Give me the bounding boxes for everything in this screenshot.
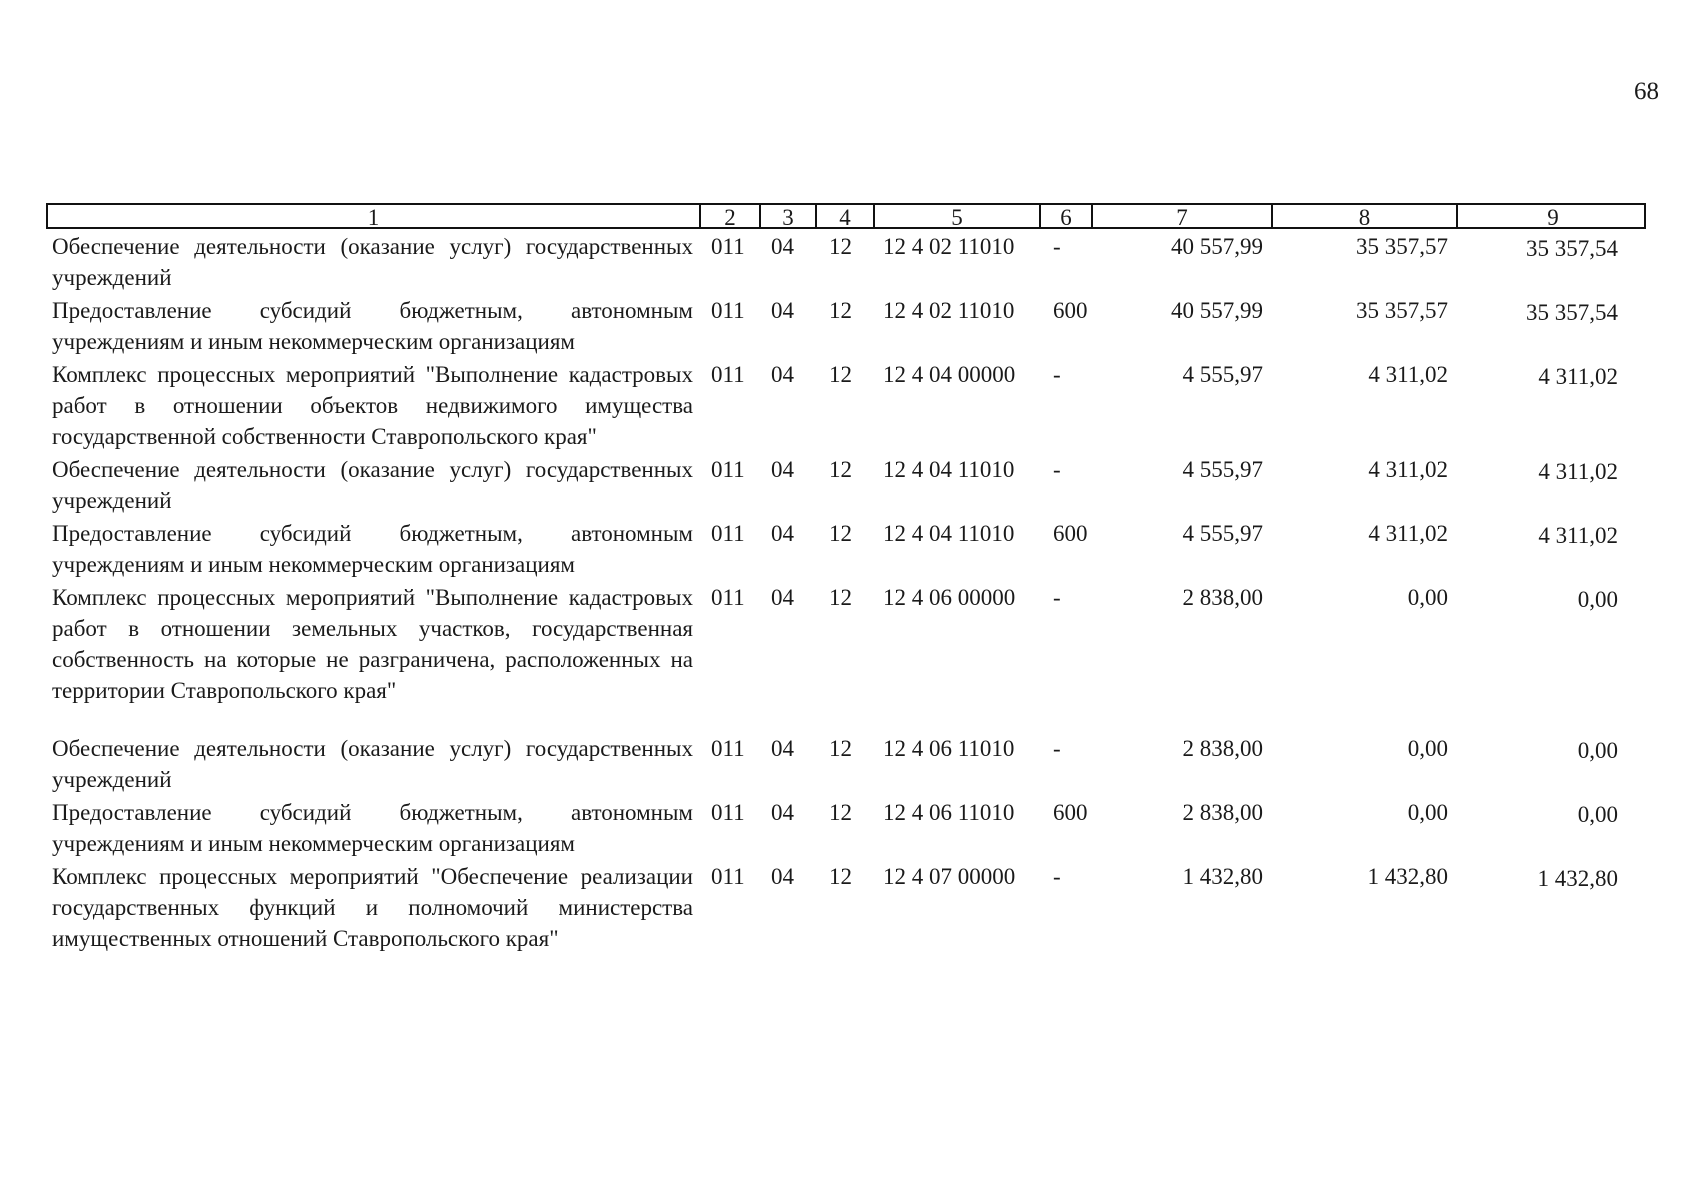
row-target-article: 12 4 07 00000 — [883, 864, 1016, 889]
row-expense-type: - — [1053, 585, 1061, 610]
row-target-article: 12 4 02 11010 — [883, 298, 1015, 323]
header-col-9: 9 — [1456, 205, 1648, 229]
row-amount-col-8: 0,00 — [1407, 585, 1448, 610]
table-row — [46, 859, 1646, 954]
row-subsection-code: 12 — [829, 298, 852, 323]
row-amount-col-8: 35 357,57 — [1356, 234, 1448, 259]
row-name: Обеспечение деятельности (оказание услуг) государственных учреждений — [52, 457, 693, 513]
row-name: Комплекс процессных мероприятий "Обеспечение реализации государственных функций и полномочий министерства имущественных отношений Ставропольского края" — [52, 864, 693, 951]
row-ministry-code: 011 — [711, 362, 745, 387]
row-subsection-code: 12 — [829, 864, 852, 889]
row-amount-col-7: 4 555,97 — [1182, 457, 1263, 482]
row-amount-col-9: 35 357,54 — [1526, 236, 1618, 261]
row-amount-col-7: 4 555,97 — [1182, 521, 1263, 546]
row-subsection-code: 12 — [829, 585, 852, 610]
row-amount-col-8: 35 357,57 — [1356, 298, 1448, 323]
row-name: Предоставление субсидий бюджетным, автономным учреждениям и иным некоммерческим организациям — [52, 521, 693, 577]
header-col-8: 8 — [1271, 205, 1456, 229]
row-section-code: 04 — [771, 736, 794, 761]
row-amount-col-9: 0,00 — [1577, 738, 1618, 763]
row-amount-col-7: 2 838,00 — [1182, 585, 1263, 610]
row-section-code: 04 — [771, 521, 794, 546]
header-col-6: 6 — [1039, 205, 1091, 229]
row-target-article: 12 4 04 11010 — [883, 457, 1015, 482]
row-amount-col-8: 1 432,80 — [1367, 864, 1448, 889]
row-expense-type: - — [1053, 864, 1061, 889]
row-expense-type: 600 — [1053, 800, 1088, 825]
row-amount-col-9: 4 311,02 — [1538, 523, 1618, 548]
table-header — [46, 203, 1646, 229]
row-target-article: 12 4 06 00000 — [883, 585, 1016, 610]
table-row — [46, 293, 1646, 357]
row-amount-col-8: 4 311,02 — [1368, 457, 1448, 482]
row-section-code: 04 — [771, 864, 794, 889]
row-expense-type: - — [1053, 234, 1061, 259]
table-row — [46, 229, 1646, 293]
row-amount-col-8: 0,00 — [1407, 736, 1448, 761]
row-section-code: 04 — [771, 585, 794, 610]
row-ministry-code: 011 — [711, 800, 745, 825]
row-subsection-code: 12 — [829, 736, 852, 761]
row-ministry-code: 011 — [711, 521, 745, 546]
table-row — [46, 357, 1646, 452]
table-row — [46, 452, 1646, 516]
row-amount-col-8: 4 311,02 — [1368, 362, 1448, 387]
row-ministry-code: 011 — [711, 234, 745, 259]
row-subsection-code: 12 — [829, 457, 852, 482]
header-col-3: 3 — [759, 205, 815, 229]
row-subsection-code: 12 — [829, 234, 852, 259]
row-amount-col-9: 0,00 — [1577, 587, 1618, 612]
row-amount-col-7: 2 838,00 — [1182, 800, 1263, 825]
row-amount-col-8: 0,00 — [1407, 800, 1448, 825]
row-name: Комплекс процессных мероприятий "Выполнение кадастровых работ в отношении объектов недвижимого имущества государственной собственности Ставропольского края" — [52, 362, 693, 449]
row-section-code: 04 — [771, 800, 794, 825]
row-subsection-code: 12 — [829, 800, 852, 825]
row-amount-col-9: 35 357,54 — [1526, 300, 1618, 325]
row-amount-col-7: 4 555,97 — [1182, 362, 1263, 387]
row-expense-type: 600 — [1053, 298, 1088, 323]
row-subsection-code: 12 — [829, 362, 852, 387]
row-expense-type: - — [1053, 736, 1061, 761]
header-col-1: 1 — [367, 205, 380, 229]
row-ministry-code: 011 — [711, 864, 745, 889]
row-ministry-code: 011 — [711, 585, 745, 610]
row-section-code: 04 — [771, 457, 794, 482]
row-expense-type: 600 — [1053, 521, 1088, 546]
row-ministry-code: 011 — [711, 298, 745, 323]
budget-table — [46, 203, 1646, 954]
header-col-4: 4 — [815, 205, 873, 229]
row-amount-col-7: 40 557,99 — [1171, 234, 1263, 259]
header-col-7: 7 — [1091, 205, 1271, 229]
row-amount-col-7: 1 432,80 — [1182, 864, 1263, 889]
row-amount-col-7: 40 557,99 — [1171, 298, 1263, 323]
row-amount-col-9: 4 311,02 — [1538, 364, 1618, 389]
row-target-article: 12 4 04 00000 — [883, 362, 1016, 387]
table-row — [46, 516, 1646, 580]
row-ministry-code: 011 — [711, 457, 745, 482]
row-amount-col-9: 4 311,02 — [1538, 459, 1618, 484]
row-amount-col-8: 4 311,02 — [1368, 521, 1448, 546]
page-number: 68 — [1634, 78, 1659, 105]
table-row — [46, 580, 1646, 706]
table-row — [46, 795, 1646, 859]
row-name: Предоставление субсидий бюджетным, автономным учреждениям и иным некоммерческим организациям — [52, 800, 693, 856]
row-target-article: 12 4 04 11010 — [883, 521, 1015, 546]
row-amount-col-9: 0,00 — [1577, 802, 1618, 827]
header-col-5: 5 — [873, 205, 1039, 229]
row-target-article: 12 4 06 11010 — [883, 800, 1015, 825]
table-row — [46, 731, 1646, 795]
row-ministry-code: 011 — [711, 736, 745, 761]
row-target-article: 12 4 02 11010 — [883, 234, 1015, 259]
row-section-code: 04 — [771, 234, 794, 259]
row-amount-col-9: 1 432,80 — [1537, 866, 1618, 891]
row-name: Обеспечение деятельности (оказание услуг) государственных учреждений — [52, 736, 693, 792]
row-name: Обеспечение деятельности (оказание услуг) государственных учреждений — [52, 234, 693, 290]
row-subsection-code: 12 — [829, 521, 852, 546]
row-amount-col-7: 2 838,00 — [1182, 736, 1263, 761]
row-name: Комплекс процессных мероприятий "Выполнение кадастровых работ в отношении земельных участков, государственная собственность на которые не разграничена, расположенных на территории Ставропольского края" — [52, 585, 693, 703]
row-expense-type: - — [1053, 362, 1061, 387]
row-expense-type: - — [1053, 457, 1061, 482]
row-section-code: 04 — [771, 362, 794, 387]
row-target-article: 12 4 06 11010 — [883, 736, 1015, 761]
header-col-2: 2 — [699, 205, 759, 229]
row-section-code: 04 — [771, 298, 794, 323]
row-name: Предоставление субсидий бюджетным, автономным учреждениям и иным некоммерческим организациям — [52, 298, 693, 354]
